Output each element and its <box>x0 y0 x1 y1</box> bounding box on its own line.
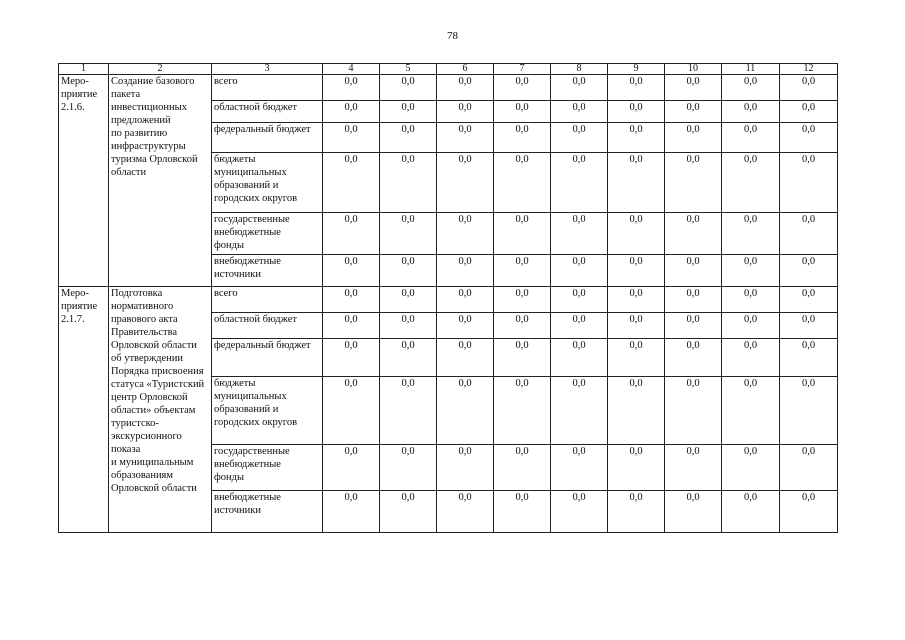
measure-description-line: Создание базового <box>111 76 195 87</box>
measure-description-line: инвестиционных <box>111 102 187 113</box>
value-cell: 0,0 <box>437 123 494 153</box>
column-header: 4 <box>323 64 380 75</box>
funding-source <box>212 339 323 377</box>
value-cell: 0,0 <box>380 75 437 101</box>
value-cell: 0,0 <box>494 101 551 123</box>
value-cell: 0,0 <box>608 287 665 313</box>
value-cell: 0,0 <box>494 75 551 101</box>
value-cell: 0,0 <box>665 101 722 123</box>
funding-source-line: областной бюджет <box>214 314 297 325</box>
value-cell: 0,0 <box>608 213 665 255</box>
funding-source-line: государственные <box>214 214 290 225</box>
value-cell: 0,0 <box>551 445 608 491</box>
value-cell: 0,0 <box>437 75 494 101</box>
value-cell: 0,0 <box>722 445 780 491</box>
value-cell: 0,0 <box>665 445 722 491</box>
funding-source <box>212 491 323 533</box>
funding-source <box>212 377 323 445</box>
measure-description-line: области <box>111 167 147 178</box>
funding-source <box>212 445 323 491</box>
value-cell: 0,0 <box>551 287 608 313</box>
value-cell: 0,0 <box>665 287 722 313</box>
value-cell: 0,0 <box>380 491 437 533</box>
value-cell: 0,0 <box>608 491 665 533</box>
measure-id-line: приятие <box>61 89 98 100</box>
funding-source-line: бюджеты <box>214 378 256 389</box>
value-cell: 0,0 <box>494 287 551 313</box>
value-cell: 0,0 <box>665 255 722 287</box>
value-cell: 0,0 <box>722 377 780 445</box>
header-row <box>59 64 838 75</box>
value-cell: 0,0 <box>551 75 608 101</box>
column-header: 3 <box>212 64 323 75</box>
value-cell: 0,0 <box>551 377 608 445</box>
value-cell: 0,0 <box>494 153 551 213</box>
measure-description-line: Порядка присвоения <box>111 366 204 377</box>
funding-source-line: муниципальных <box>214 167 287 178</box>
value-cell: 0,0 <box>323 287 380 313</box>
measure-description-line: нормативного <box>111 301 174 312</box>
measure-id-line: 2.1.7. <box>61 314 85 325</box>
column-header: 2 <box>109 64 212 75</box>
value-cell: 0,0 <box>722 101 780 123</box>
funding-source-line: фонды <box>214 240 245 251</box>
value-cell: 0,0 <box>494 313 551 339</box>
value-cell: 0,0 <box>665 75 722 101</box>
value-cell: 0,0 <box>665 153 722 213</box>
value-cell: 0,0 <box>780 75 838 101</box>
funding-source-line: федеральный бюджет <box>214 124 311 135</box>
value-cell: 0,0 <box>608 101 665 123</box>
value-cell: 0,0 <box>608 255 665 287</box>
measure-description-line: образованиям <box>111 470 174 481</box>
measure-description-line: области» объектам <box>111 405 196 416</box>
measure-description-line: Правительства <box>111 327 178 338</box>
measure-description-line: показа <box>111 444 141 455</box>
measure-description-line: по развитию <box>111 128 168 139</box>
value-cell: 0,0 <box>722 255 780 287</box>
value-cell: 0,0 <box>608 377 665 445</box>
column-header: 12 <box>780 64 838 75</box>
value-cell: 0,0 <box>665 339 722 377</box>
column-header: 10 <box>665 64 722 75</box>
column-header: 11 <box>722 64 780 75</box>
funding-source <box>212 75 323 101</box>
value-cell: 0,0 <box>437 313 494 339</box>
funding-source-line: всего <box>214 76 238 87</box>
value-cell: 0,0 <box>665 313 722 339</box>
funding-source-line: источники <box>214 505 261 516</box>
measure-description-line: центр Орловской <box>111 392 188 403</box>
value-cell: 0,0 <box>780 445 838 491</box>
column-header: 6 <box>437 64 494 75</box>
measure-description-line: туристско- <box>111 418 159 429</box>
value-cell: 0,0 <box>722 287 780 313</box>
funding-source <box>212 213 323 255</box>
value-cell: 0,0 <box>780 153 838 213</box>
funding-source-line: фонды <box>214 472 245 483</box>
value-cell: 0,0 <box>380 153 437 213</box>
value-cell: 0,0 <box>665 377 722 445</box>
funding-source-line: муниципальных <box>214 391 287 402</box>
table-row <box>59 287 838 313</box>
value-cell: 0,0 <box>780 339 838 377</box>
funding-source-line: федеральный бюджет <box>214 340 311 351</box>
value-cell: 0,0 <box>323 377 380 445</box>
funding-source-line: бюджеты <box>214 154 256 165</box>
value-cell: 0,0 <box>437 339 494 377</box>
funding-source-line: образований и <box>214 180 279 191</box>
column-header: 1 <box>59 64 109 75</box>
value-cell: 0,0 <box>437 377 494 445</box>
value-cell: 0,0 <box>323 255 380 287</box>
funding-source <box>212 287 323 313</box>
value-cell: 0,0 <box>380 339 437 377</box>
value-cell: 0,0 <box>722 123 780 153</box>
value-cell: 0,0 <box>551 213 608 255</box>
value-cell: 0,0 <box>437 287 494 313</box>
measure-description <box>109 75 212 287</box>
value-cell: 0,0 <box>780 123 838 153</box>
value-cell: 0,0 <box>380 377 437 445</box>
value-cell: 0,0 <box>380 123 437 153</box>
measure-id-line: Меро- <box>61 76 89 87</box>
value-cell: 0,0 <box>551 153 608 213</box>
value-cell: 0,0 <box>380 255 437 287</box>
value-cell: 0,0 <box>494 491 551 533</box>
measure-description-line: Орловской области <box>111 483 197 494</box>
value-cell: 0,0 <box>722 213 780 255</box>
value-cell: 0,0 <box>780 313 838 339</box>
funding-source-line: внебюджетные <box>214 227 281 238</box>
column-header: 5 <box>380 64 437 75</box>
value-cell: 0,0 <box>780 491 838 533</box>
measure-description-line: Орловской области <box>111 340 197 351</box>
value-cell: 0,0 <box>665 213 722 255</box>
value-cell: 0,0 <box>437 445 494 491</box>
measure-description-line: Подготовка <box>111 288 163 299</box>
measure-description-line: пакета <box>111 89 141 100</box>
funding-source <box>212 313 323 339</box>
value-cell: 0,0 <box>323 75 380 101</box>
value-cell: 0,0 <box>494 377 551 445</box>
value-cell: 0,0 <box>608 153 665 213</box>
measure-description-line: правового акта <box>111 314 178 325</box>
measure-id <box>59 75 109 287</box>
value-cell: 0,0 <box>323 123 380 153</box>
value-cell: 0,0 <box>551 255 608 287</box>
value-cell: 0,0 <box>551 101 608 123</box>
value-cell: 0,0 <box>437 491 494 533</box>
value-cell: 0,0 <box>494 255 551 287</box>
funding-source-line: всего <box>214 288 238 299</box>
funding-source-line: государственные <box>214 446 290 457</box>
value-cell: 0,0 <box>608 445 665 491</box>
column-header: 8 <box>551 64 608 75</box>
measure-id-line: приятие <box>61 301 98 312</box>
value-cell: 0,0 <box>665 123 722 153</box>
value-cell: 0,0 <box>608 123 665 153</box>
value-cell: 0,0 <box>323 101 380 123</box>
page-number: 78 <box>447 30 458 42</box>
value-cell: 0,0 <box>551 339 608 377</box>
funding-source-line: городских округов <box>214 417 298 428</box>
value-cell: 0,0 <box>323 153 380 213</box>
table-row <box>59 75 838 101</box>
value-cell: 0,0 <box>380 101 437 123</box>
value-cell: 0,0 <box>380 445 437 491</box>
funding-source-line: источники <box>214 269 261 280</box>
value-cell: 0,0 <box>380 313 437 339</box>
funding-source-line: внебюджетные <box>214 459 281 470</box>
value-cell: 0,0 <box>608 75 665 101</box>
value-cell: 0,0 <box>323 213 380 255</box>
funding-source <box>212 153 323 213</box>
value-cell: 0,0 <box>437 213 494 255</box>
value-cell: 0,0 <box>608 339 665 377</box>
value-cell: 0,0 <box>437 255 494 287</box>
value-cell: 0,0 <box>665 491 722 533</box>
value-cell: 0,0 <box>780 287 838 313</box>
value-cell: 0,0 <box>494 213 551 255</box>
value-cell: 0,0 <box>494 339 551 377</box>
measure-description-line: экскурсионного <box>111 431 182 442</box>
funding-source-line: областной бюджет <box>214 102 297 113</box>
value-cell: 0,0 <box>380 287 437 313</box>
measure-description-line: об утверждении <box>111 353 183 364</box>
value-cell: 0,0 <box>608 313 665 339</box>
funding-source-line: городских округов <box>214 193 298 204</box>
funding-source-line: образований и <box>214 404 279 415</box>
measure-description-line: предложений <box>111 115 171 126</box>
value-cell: 0,0 <box>780 377 838 445</box>
measure-id-line: Меро- <box>61 288 89 299</box>
value-cell: 0,0 <box>323 313 380 339</box>
value-cell: 0,0 <box>437 153 494 213</box>
column-header: 9 <box>608 64 665 75</box>
value-cell: 0,0 <box>551 491 608 533</box>
funding-source-line: внебюджетные <box>214 492 281 503</box>
measure-description-line: инфраструктуры <box>111 141 186 152</box>
value-cell: 0,0 <box>494 445 551 491</box>
value-cell: 0,0 <box>323 339 380 377</box>
value-cell: 0,0 <box>722 491 780 533</box>
value-cell: 0,0 <box>323 491 380 533</box>
value-cell: 0,0 <box>780 213 838 255</box>
value-cell: 0,0 <box>494 123 551 153</box>
value-cell: 0,0 <box>323 445 380 491</box>
measure-description <box>109 287 212 533</box>
funding-source-line: внебюджетные <box>214 256 281 267</box>
value-cell: 0,0 <box>722 313 780 339</box>
value-cell: 0,0 <box>437 101 494 123</box>
measure-description-line: статуса «Туристский <box>111 379 205 390</box>
value-cell: 0,0 <box>722 75 780 101</box>
funding-source <box>212 123 323 153</box>
value-cell: 0,0 <box>780 101 838 123</box>
value-cell: 0,0 <box>722 153 780 213</box>
column-header: 7 <box>494 64 551 75</box>
value-cell: 0,0 <box>380 213 437 255</box>
value-cell: 0,0 <box>780 255 838 287</box>
measure-id <box>59 287 109 533</box>
budget-table <box>58 63 838 533</box>
measure-description-line: туризма Орловской <box>111 154 198 165</box>
funding-source <box>212 101 323 123</box>
measure-description-line: и муниципальным <box>111 457 194 468</box>
value-cell: 0,0 <box>722 339 780 377</box>
measure-id-line: 2.1.6. <box>61 102 85 113</box>
value-cell: 0,0 <box>551 123 608 153</box>
funding-source <box>212 255 323 287</box>
value-cell: 0,0 <box>551 313 608 339</box>
